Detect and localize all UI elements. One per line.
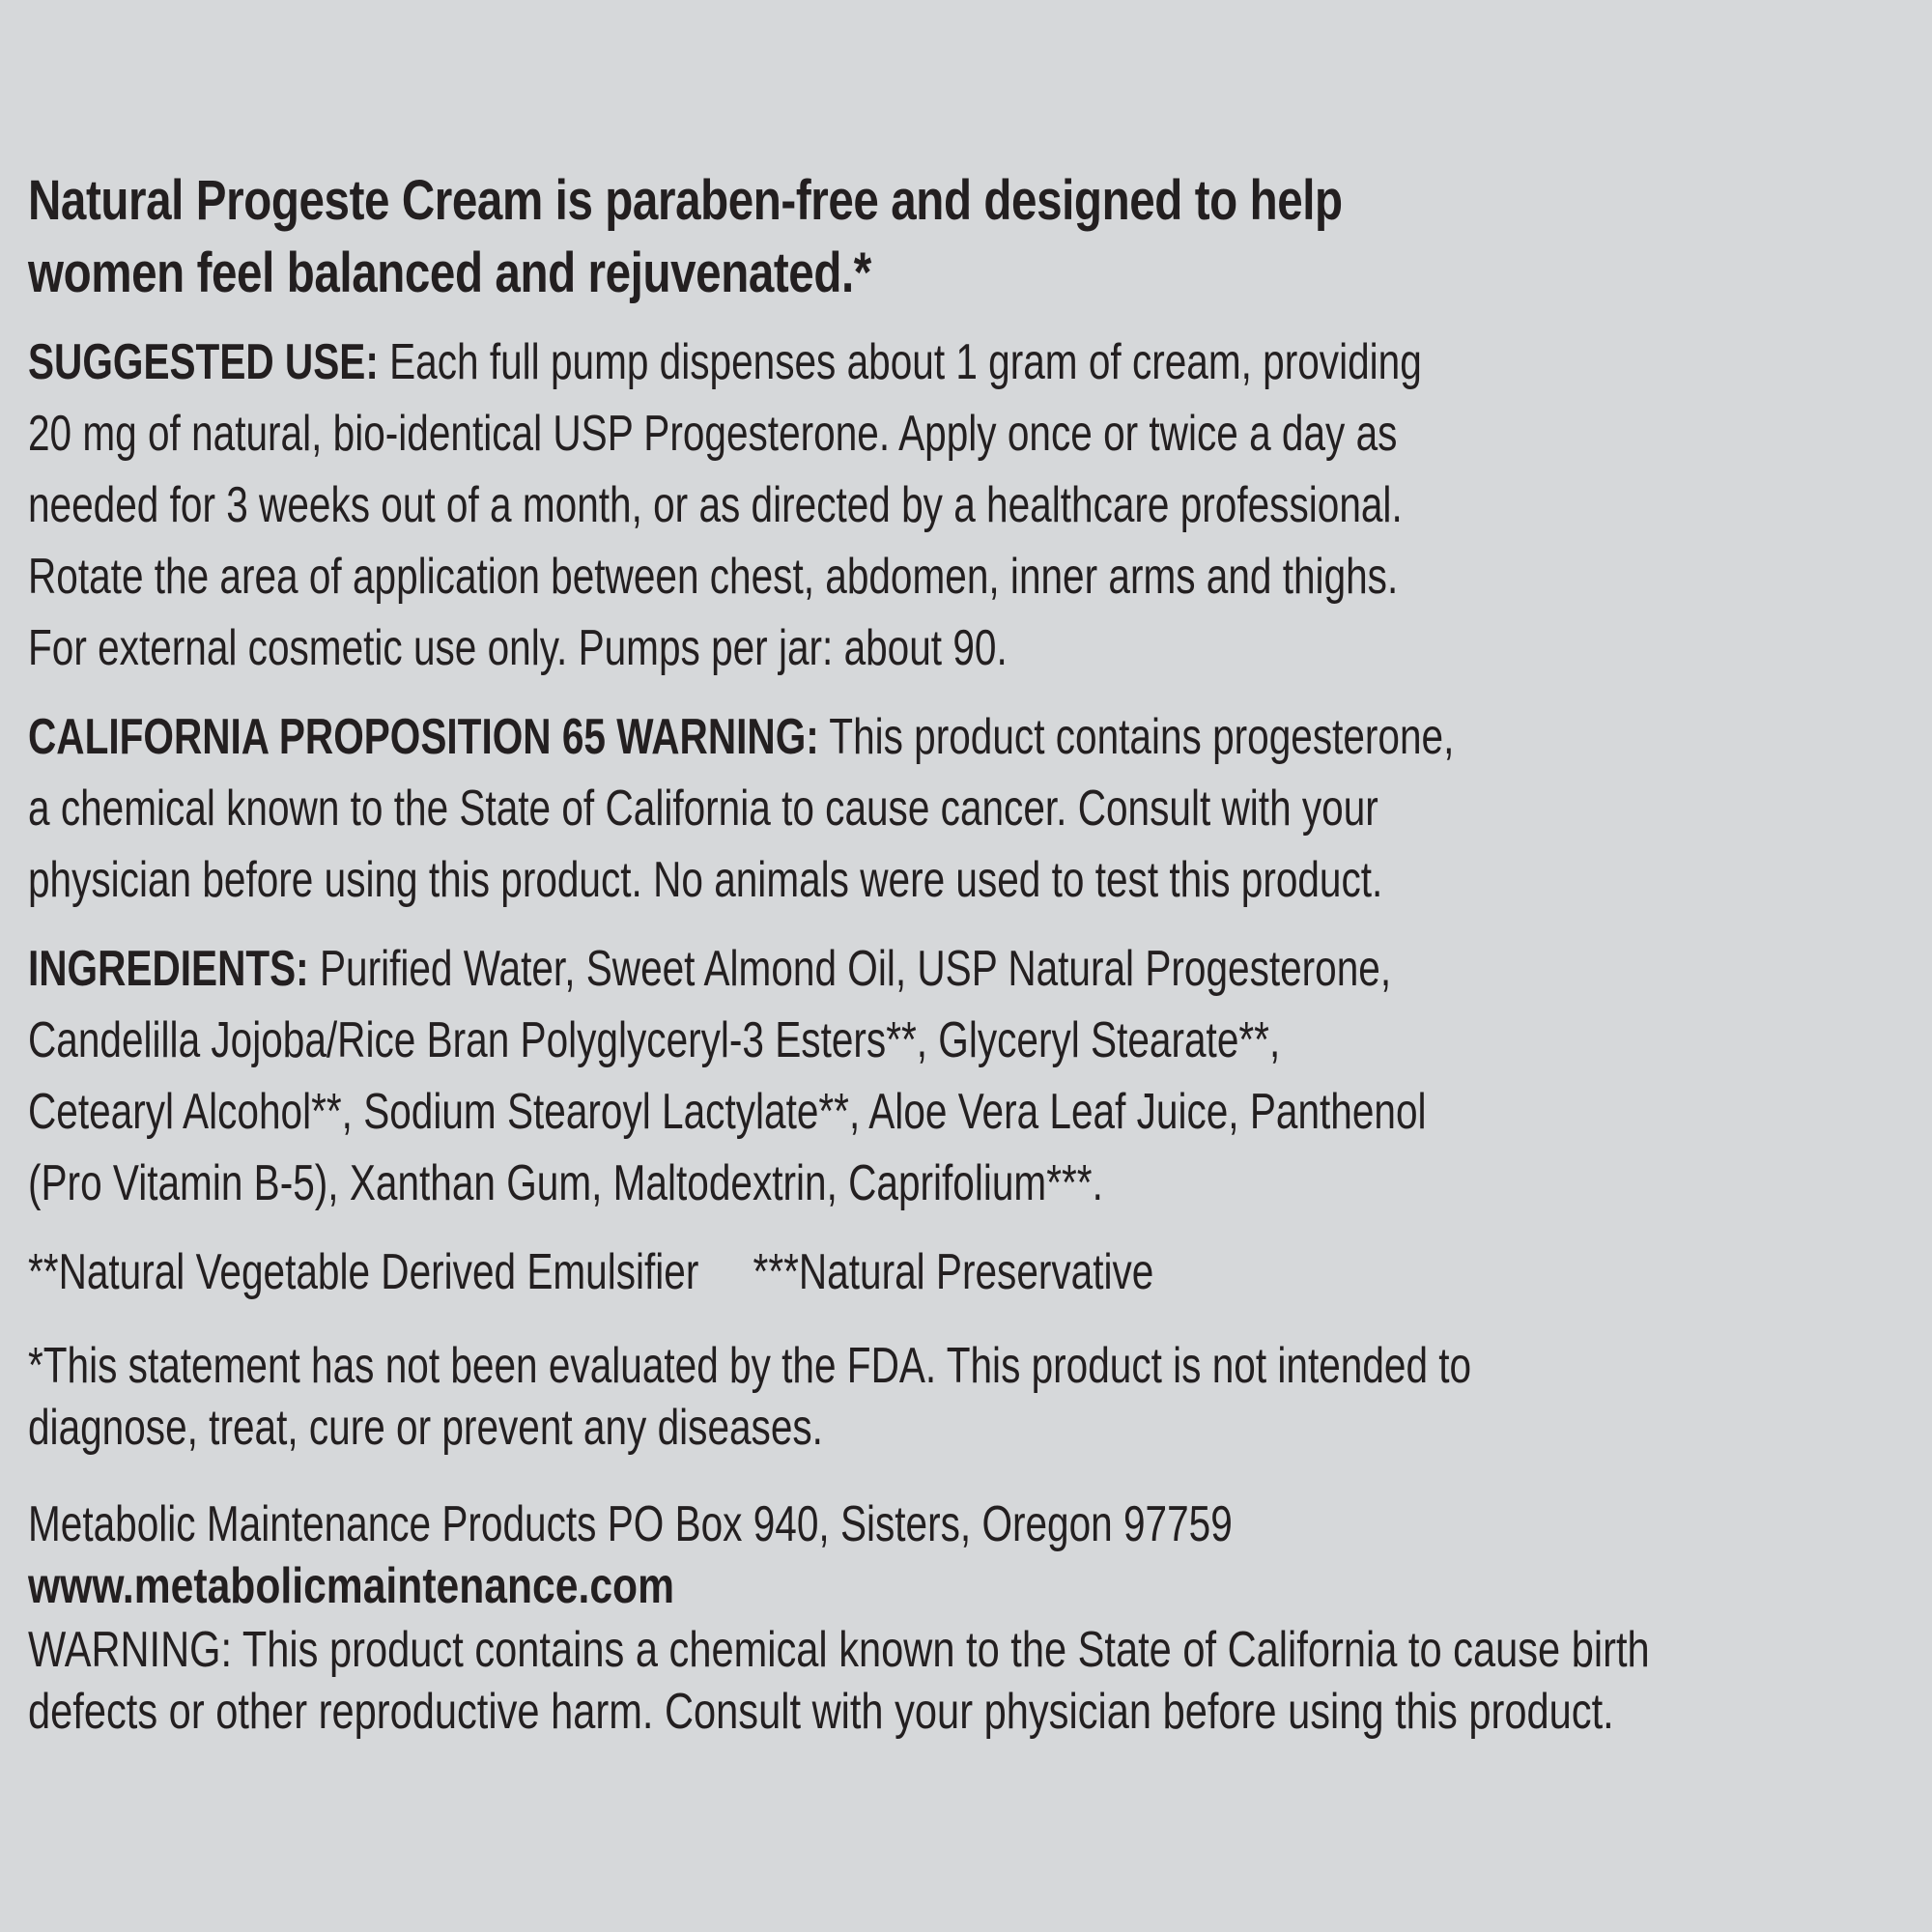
prop65-line-3: physician before using this product. No animals were used to test this product. (28, 852, 1383, 908)
prop65-line-2: a chemical known to the State of California to cause cancer. Consult with your (28, 781, 1378, 837)
final-warning-line-2: defects or other reproductive harm. Consult with your physician before using this product. (28, 1684, 1614, 1740)
headline-line-2: women feel balanced and rejuvenated.* (28, 242, 871, 304)
footnote-emulsifier: **Natural Vegetable Derived Emulsifier (28, 1244, 699, 1300)
ingredients-label: INGREDIENTS: (28, 941, 309, 997)
ingredients-line-1 (28, 933, 1909, 1005)
ingredients-text: Purified Water, Sweet Almond Oil, USP Natural Progesterone, (308, 941, 1392, 997)
fda-disclaimer-line-2: diagnose, treat, cure or prevent any diseases. (28, 1400, 823, 1456)
suggested-use-line-1 (28, 327, 1909, 398)
prop65-line-1 (28, 701, 1909, 773)
reproductive-harm-warning (28, 1619, 1912, 1743)
ingredients-section (28, 933, 1909, 1219)
suggested-use-line-3: needed for 3 weeks out of a month, or as directed by a healthcare professional. (28, 477, 1403, 533)
final-warning-line-1: WARNING: This product contains a chemical known to the State of California to cause birth (28, 1622, 1650, 1678)
suggested-use-section (28, 327, 1909, 684)
product-headline (28, 164, 1913, 309)
prop65-warning-section (28, 701, 1909, 916)
headline-line-1: Natural Progeste Cream is paraben-free and designed to help (28, 169, 1343, 232)
ingredients-line-4: (Pro Vitamin B-5), Xanthan Gum, Maltodextrin, Caprifolium***. (28, 1155, 1103, 1211)
suggested-use-line-2: 20 mg of natural, bio-identical USP Progesterone. Apply once or twice a day as (28, 406, 1398, 462)
fda-disclaimer-line-1: *This statement has not been evaluated by the FDA. This product is not intended to (28, 1338, 1472, 1394)
company-website[interactable]: www.metabolicmaintenance.com (28, 1558, 675, 1614)
suggested-use-line-5: For external cosmetic use only. Pumps per jar: about 90. (28, 620, 1008, 676)
ingredient-footnotes (28, 1236, 1909, 1308)
product-label-panel (28, 164, 1912, 1743)
fda-disclaimer (28, 1335, 1909, 1459)
suggested-use-text: Each full pump dispenses about 1 gram of cream, providing (378, 334, 1422, 390)
prop65-text: This product contains progesterone, (818, 709, 1455, 765)
ingredients-line-2: Candelilla Jojoba/Rice Bran Polyglyceryl-3 Esters**, Glyceryl Stearate**, (28, 1012, 1281, 1068)
suggested-use-line-4: Rotate the area of application between chest, abdomen, inner arms and thighs. (28, 549, 1399, 605)
suggested-use-label: SUGGESTED USE: (28, 334, 379, 390)
ingredients-line-3: Cetearyl Alcohol**, Sodium Stearoyl Lactylate**, Aloe Vera Leaf Juice, Panthenol (28, 1084, 1427, 1140)
company-address: Metabolic Maintenance Products PO Box 940, Sisters, Oregon 97759 (28, 1496, 1233, 1552)
footnote-preservative: ***Natural Preservative (753, 1244, 1154, 1300)
prop65-label: CALIFORNIA PROPOSITION 65 WARNING: (28, 709, 819, 765)
